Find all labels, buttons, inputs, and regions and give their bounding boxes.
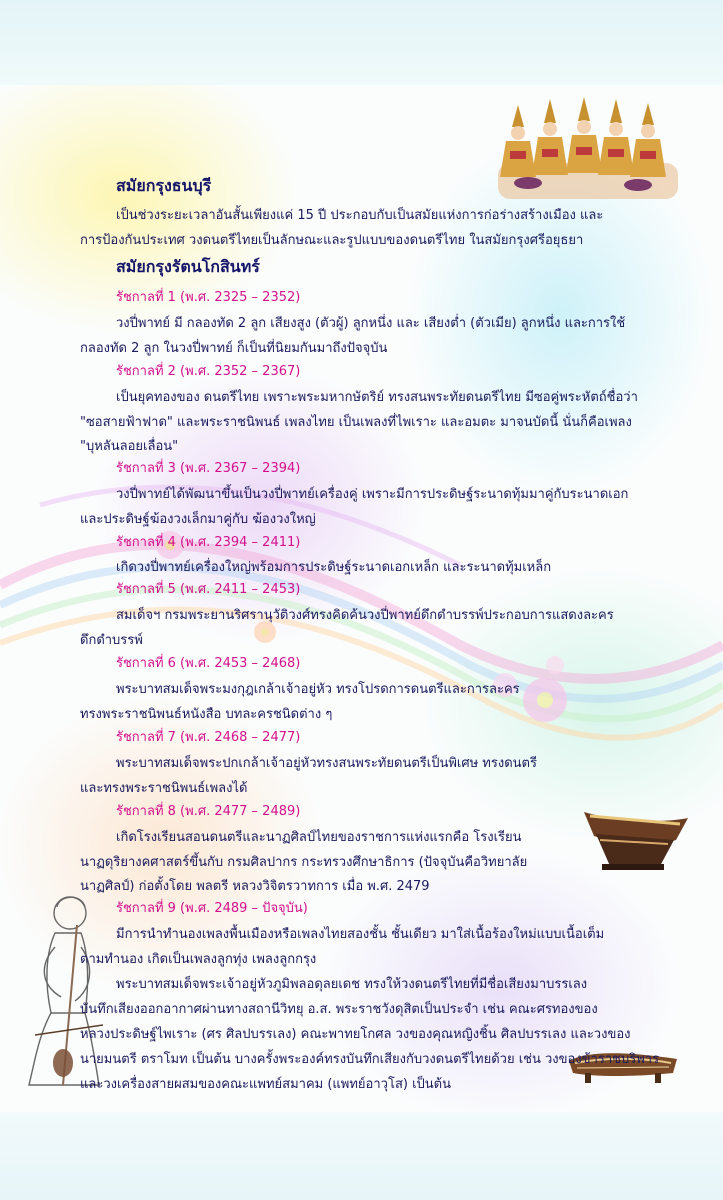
paragraph-line: วงปี่พาทย์ได้พัฒนาขึ้นเป็นวงปี่พาทย์เครื่องคู่ เพราะมีการประดิษฐ์ระนาดทุ้มมาคู่กับระนาดเอก (116, 487, 629, 502)
paragraph-line: เกิดวงปี่พาทย์เครื่องใหญ่พร้อมการประดิษฐ์ระนาดเอกเหล็ก และระนาดทุ้มเหล็ก (116, 560, 552, 575)
paragraph-line: ตามทำนอง เกิดเป็นเพลงลูกทุ่ง เพลงลูกกรุง (80, 952, 317, 967)
document-page (0, 85, 723, 1112)
paragraph-line: พระบาทสมเด็จพระมงกุฎเกล้าเจ้าอยู่หัว ทรงโปรดการดนตรีและการละคร (116, 682, 520, 697)
paragraph-line: นาฏศิลป์) ก่อตั้งโดย พลตรี หลวงวิจิตรวาทการ เมื่อ พ.ศ. 2479 (80, 879, 430, 894)
reign-title: รัชกาลที่ 4 (พ.ศ. 2394 – 2411) (116, 535, 301, 550)
top-margin (0, 0, 723, 85)
ranat-xylophone (580, 800, 695, 875)
paragraph-line: "ซอสายฟ้าฟาด" และพระราชนิพนธ์ เพลงไทย เป็นเพลงที่ไพเราะ และอมตะ มาจนบัดนี้ นั่นก็คือเพลง (80, 415, 632, 430)
paragraph-line: "บุหลันลอยเลื่อน" (80, 439, 179, 454)
reign-title: รัชกาลที่ 8 (พ.ศ. 2477 – 2489) (116, 804, 301, 819)
reign-title: รัชกาลที่ 9 (พ.ศ. 2489 – ปัจจุบัน) (116, 901, 308, 916)
reign-title: รัชกาลที่ 6 (พ.ศ. 2453 – 2468) (116, 656, 301, 671)
paragraph-line: เป็นยุคทองของ ดนตรีไทย เพราะพระมหากษัตริย์ ทรงสนพระทัยดนตรีไทย มีซอคู่พระหัตถ์ชื่อว่า (116, 390, 638, 405)
paragraph-line: มีการนำทำนองเพลงพื้นเมืองหรือเพลงไทยสองชั้น ชั้นเดียว มาใส่เนื้อร้องใหม่แบบเนื้อเต็ม (116, 927, 605, 942)
paragraph-line: เป็นช่วงระยะเวลาอันสั้นเพียงแค่ 15 ปี ประกอบกับเป็นสมัยแห่งการก่อร่างสร้างเมือง และ (116, 208, 604, 223)
paragraph-line: นาฏดุริยางคศาสตร์ขึ้นกับ กรมศิลปากร กระทรวงศึกษาธิการ (ปัจจุบันคือวิทยาลัย (80, 855, 528, 870)
paragraph-line: นายมนตรี ตราโมท เป็นต้น บางครั้งพระองค์ทรงบันทึกเสียงกับวงดนตรีไทยด้วย เช่น วงของข้าราชบริพาร (80, 1052, 660, 1067)
paragraph-line: กลองทัด 2 ลูก ในวงปี่พาทย์ ก็เป็นที่นิยมกันมาถึงปัจจุบัน (80, 341, 388, 356)
paragraph-line: และวงเครื่องสายผสมของคณะแพทย์สมาคม (แพทย์อาวุโส) เป็นต้น (80, 1077, 451, 1092)
paragraph-line: บันทึกเสียงออกอากาศผ่านทางสถานีวิทยุ อ.ส. พระราชวังดุสิตเป็นประจำ เช่น คณะศรทองของ (80, 1002, 598, 1017)
thai-musicians-illustration (488, 93, 688, 203)
reign-title: รัชกาลที่ 3 (พ.ศ. 2367 – 2394) (116, 461, 301, 476)
reign-title: รัชกาลที่ 7 (พ.ศ. 2468 – 2477) (116, 730, 301, 745)
heading-thonburi: สมัยกรุงธนบุรี (116, 176, 212, 195)
heading-rattanakosin: สมัยกรุงรัตนโกสินทร์ (116, 257, 260, 276)
paragraph-line: วงปี่พาทย์ มี กลองทัด 2 ลูก เสียงสูง (ตัวผู้) ลูกหนึ่ง และ เสียงต่ำ (ตัวเมีย) ลูกหนึ่ง และการใช้ (116, 316, 626, 331)
paragraph-line: การป้องกันประเทศ วงดนตรีไทยเป็นลักษณะและรูปแบบของดนตรีไทย ในสมัยกรุงศรีอยุธยา (80, 233, 584, 248)
paragraph-line: ดึกดำบรรพ์ (80, 633, 143, 648)
paragraph-line: หลวงประดิษฐ์ไพเราะ (ศร ศิลปบรรเลง) คณะพาทยโกศล วงของคุณหญิงชิ้น ศิลปบรรเลง และวงของ (80, 1027, 631, 1042)
bottom-margin (0, 1112, 723, 1200)
paragraph-line: และทรงพระราชนิพนธ์เพลงได้ (80, 781, 248, 796)
reign-title: รัชกาลที่ 1 (พ.ศ. 2325 – 2352) (116, 290, 301, 305)
paragraph-line: สมเด็จฯ กรมพระยานริศรานุวัติวงศ์ทรงคิดค้นวงปี่พาทย์ดึกดำบรรพ์ประกอบการแสดงละคร (116, 608, 614, 623)
reign-title: รัชกาลที่ 2 (พ.ศ. 2352 – 2367) (116, 364, 301, 379)
reign-title: รัชกาลที่ 5 (พ.ศ. 2411 – 2453) (116, 582, 301, 597)
paragraph-line: พระบาทสมเด็จพระเจ้าอยู่หัวภูมิพลอดุลยเดช ทรงให้วงดนตรีไทยที่มีชื่อเสียงมาบรรเลง (116, 977, 588, 992)
paragraph-line: พระบาทสมเด็จพระปกเกล้าเจ้าอยู่หัวทรงสนพระทัยดนตรีเป็นพิเศษ ทรงดนตรี (116, 756, 537, 771)
paragraph-line: และประดิษฐ์ฆ้องวงเล็กมาคู่กับ ฆ้องวงใหญ่ (80, 512, 316, 527)
paragraph-line: เกิดโรงเรียนสอนดนตรีและนาฏศิลป์ไทยของราชการแห่งแรกคือ โรงเรียน (116, 830, 522, 845)
paragraph-line: ทรงพระราชนิพนธ์หนังสือ บทละครชนิดต่าง ๆ (80, 707, 333, 722)
